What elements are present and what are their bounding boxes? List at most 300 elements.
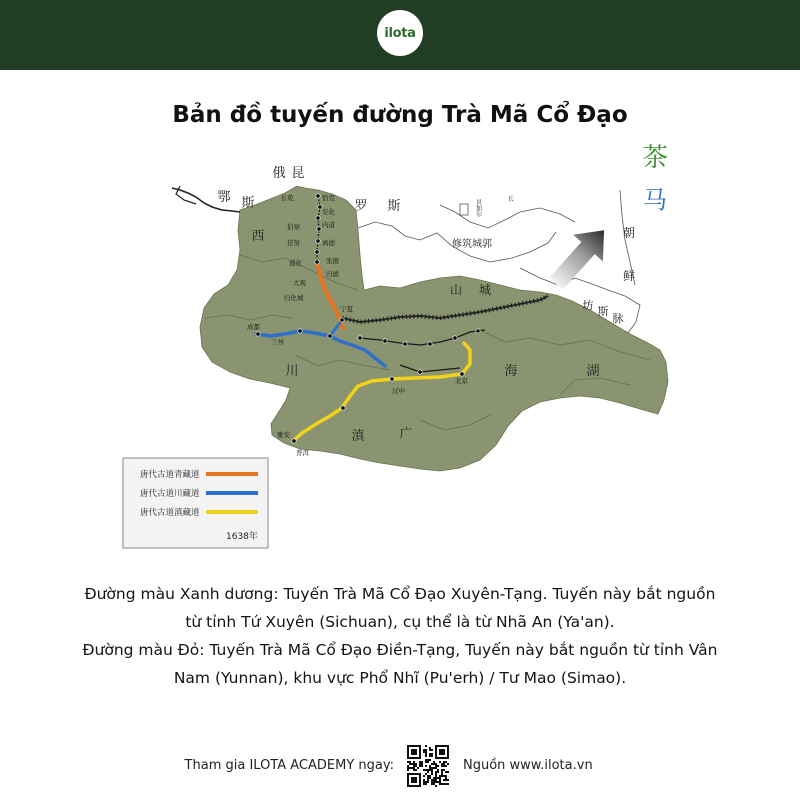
qr-module	[439, 757, 441, 759]
qr-module	[419, 785, 421, 787]
city-dot	[358, 336, 362, 340]
qr-module	[407, 749, 409, 751]
source-link[interactable]: Nguồn www.ilota.vn	[463, 758, 593, 773]
qr-module	[425, 781, 427, 783]
qr-module	[425, 745, 427, 747]
qr-module	[447, 747, 449, 749]
qr-module	[427, 781, 429, 783]
qr-module	[433, 761, 435, 763]
qr-module	[443, 769, 445, 771]
qr-module	[415, 779, 417, 781]
qr-module	[443, 783, 445, 785]
qr-module	[439, 749, 441, 751]
qr-module	[419, 761, 421, 763]
qr-module	[409, 785, 411, 787]
city-dot	[316, 194, 320, 198]
legend-label: 唐代古道青藏道	[140, 470, 200, 480]
qr-module	[419, 783, 421, 785]
city-label: 汉中	[392, 387, 405, 395]
qr-module	[407, 779, 409, 781]
qr-module	[445, 771, 447, 773]
qr-module	[439, 753, 441, 755]
qr-module	[429, 769, 431, 771]
qr-module	[431, 771, 433, 773]
qr-module	[435, 785, 437, 787]
region-label: 山	[449, 283, 463, 297]
qr-module	[423, 769, 425, 771]
qr-module	[439, 751, 441, 753]
region-label: 城	[478, 283, 492, 297]
region-label: 湖	[586, 364, 600, 379]
qr-module	[419, 755, 421, 757]
qr-module	[437, 757, 439, 759]
qr-module	[435, 775, 437, 777]
qr-module	[417, 785, 419, 787]
region-label: 罗	[354, 199, 368, 214]
qr-module	[413, 763, 415, 765]
qr-module	[417, 773, 419, 775]
qr-module	[431, 773, 433, 775]
qr-module	[429, 777, 431, 779]
city-label: 佳努	[287, 239, 300, 247]
qr-module	[419, 745, 421, 747]
qr-module	[433, 777, 435, 779]
qr-module	[435, 779, 437, 781]
qr-module	[407, 753, 409, 755]
qr-module	[433, 767, 435, 769]
qr-module	[433, 783, 435, 785]
qr-module	[413, 779, 415, 781]
qr-module	[413, 777, 415, 779]
qr-module	[439, 775, 441, 777]
qr-module	[419, 779, 421, 781]
region-label: 朝	[622, 226, 636, 240]
qr-module	[411, 763, 413, 765]
qr-module	[435, 763, 437, 765]
qr-module	[411, 773, 413, 775]
qr-module	[441, 783, 443, 785]
qr-module	[427, 769, 429, 771]
qr-module	[441, 771, 443, 773]
qr-module	[435, 771, 437, 773]
qr-module	[425, 783, 427, 785]
qr-module	[435, 751, 437, 753]
region-label: 长	[508, 196, 515, 203]
qr-module	[431, 763, 433, 765]
qr-module	[415, 777, 417, 779]
qr-module	[437, 771, 439, 773]
qr-module	[419, 753, 421, 755]
region-label: 西	[251, 229, 265, 244]
qr-module	[431, 753, 433, 755]
qr-module	[439, 777, 441, 779]
region-label: 坊	[582, 299, 594, 312]
city-label: 恰克	[322, 194, 335, 202]
qr-module	[441, 745, 443, 747]
qr-module	[423, 775, 425, 777]
qr-module	[431, 783, 433, 785]
qr-module	[413, 749, 415, 751]
region-label: 脉	[612, 312, 624, 325]
qr-module	[409, 773, 411, 775]
qr-module	[441, 757, 443, 759]
qr-module	[425, 765, 427, 767]
qr-module	[433, 781, 435, 783]
qr-module	[431, 781, 433, 783]
qr-module	[435, 753, 437, 755]
city-label: 归化城	[284, 294, 304, 302]
qr-module	[447, 749, 449, 751]
qr-module	[413, 769, 415, 771]
qr-module	[435, 749, 437, 751]
qr-module	[441, 751, 443, 753]
city-label: 内道	[322, 221, 335, 229]
qr-module	[433, 763, 435, 765]
description-line: Đường màu Đỏ: Tuyến Trà Mã Cổ Đạo Điền-Tạng, Tuyến này bắt nguồn từ tỉnh Vân	[82, 641, 718, 659]
qr-module	[415, 769, 417, 771]
qr-module	[425, 755, 427, 757]
tea-character: 茶	[641, 143, 669, 173]
qr-module	[443, 779, 445, 781]
qr-module	[445, 777, 447, 779]
qr-module	[435, 767, 437, 769]
qr-module	[431, 767, 433, 769]
qr-module	[419, 777, 421, 779]
region-label: 鄂	[217, 190, 231, 205]
qr-module	[435, 777, 437, 779]
qr-module	[439, 779, 441, 781]
city-dot	[460, 372, 464, 376]
qr-module	[435, 745, 437, 747]
qr-module	[447, 779, 449, 781]
qr-module	[441, 769, 443, 771]
city-label: 长乾	[281, 194, 294, 202]
city-label: 北京	[455, 377, 468, 385]
legend-year: 1638年	[226, 532, 258, 542]
qr-module	[413, 765, 415, 767]
tea-horse-road-map	[110, 140, 690, 560]
city-label: 普洱	[296, 449, 309, 457]
qr-module	[431, 749, 433, 751]
qr-module	[441, 775, 443, 777]
qr-module	[435, 755, 437, 757]
qr-module	[407, 769, 409, 771]
qr-module	[415, 763, 417, 765]
qr-module	[439, 781, 441, 783]
qr-module	[425, 753, 427, 755]
qr-module	[407, 751, 409, 753]
city-dot	[383, 339, 387, 343]
description-line: từ tỉnh Tứ Xuyên (Sichuan), cụ thể là từ Nhã An (Ya'an).	[185, 613, 615, 631]
qr-module	[431, 779, 433, 781]
legend-label: 唐代古道滇藏道	[140, 508, 200, 518]
region-label: 滇	[351, 429, 365, 444]
qr-module	[441, 763, 443, 765]
qr-module	[429, 755, 431, 757]
qr-module	[407, 767, 409, 769]
qr-module	[445, 765, 447, 767]
city-label: 宁夏	[340, 305, 353, 313]
qr-module	[447, 755, 449, 757]
qr-module	[439, 745, 441, 747]
qr-module	[411, 745, 413, 747]
qr-module	[427, 777, 429, 779]
city-label: 通化	[289, 259, 302, 267]
city-dot	[428, 342, 432, 346]
qr-module	[443, 765, 445, 767]
qr-module	[421, 761, 423, 763]
city-label: 雅安	[277, 431, 290, 439]
qr-module	[441, 765, 443, 767]
qr-module	[437, 781, 439, 783]
qr-module	[425, 773, 427, 775]
qr-module	[419, 749, 421, 751]
arrow-shape	[541, 217, 619, 297]
city-dot	[315, 250, 319, 254]
qr-module	[419, 763, 421, 765]
qr-module	[445, 757, 447, 759]
qr-module	[407, 757, 409, 759]
map-legend	[123, 458, 268, 548]
qr-module	[415, 749, 417, 751]
qr-module	[439, 761, 441, 763]
city-dot	[341, 406, 345, 410]
city-dot	[316, 216, 320, 220]
qr-module	[445, 779, 447, 781]
qr-module	[411, 779, 413, 781]
qr-module	[443, 749, 445, 751]
qr-code-icon[interactable]	[405, 743, 451, 789]
qr-module	[427, 771, 429, 773]
qr-module	[429, 749, 431, 751]
qr-module	[409, 745, 411, 747]
qr-module	[431, 755, 433, 757]
qr-module	[425, 769, 427, 771]
city-label: 张掖	[326, 257, 339, 265]
qr-module	[443, 761, 445, 763]
city-dot	[317, 227, 321, 231]
city-dot	[453, 336, 457, 340]
qr-module	[425, 751, 427, 753]
qr-module	[417, 767, 419, 769]
qr-module	[427, 779, 429, 781]
qr-module	[419, 757, 421, 759]
qr-module	[447, 763, 449, 765]
lake-outline	[460, 204, 468, 215]
qr-module	[441, 773, 443, 775]
qr-module	[409, 757, 411, 759]
qr-module	[423, 751, 425, 753]
qr-module	[411, 777, 413, 779]
legend-label: 唐代古道川藏道	[140, 489, 200, 499]
qr-module	[415, 765, 417, 767]
region-label: 俄	[272, 166, 286, 181]
qr-module	[415, 785, 417, 787]
qr-module	[421, 763, 423, 765]
qr-module	[435, 765, 437, 767]
qr-module	[437, 777, 439, 779]
qr-module	[425, 749, 427, 751]
qr-module	[447, 753, 449, 755]
city-dot	[298, 329, 302, 333]
qr-module	[411, 751, 413, 753]
city-dot	[418, 370, 422, 374]
qr-module	[423, 781, 425, 783]
city-dot	[328, 334, 332, 338]
region-label: 广	[399, 427, 413, 442]
qr-module	[413, 767, 415, 769]
qr-module	[413, 745, 415, 747]
qr-module	[419, 781, 421, 783]
city-dot	[340, 318, 344, 322]
region-label: 斯	[241, 196, 255, 211]
qr-module	[407, 785, 409, 787]
qr-module	[437, 765, 439, 767]
qr-module	[415, 773, 417, 775]
region-label: 斯	[387, 199, 401, 214]
city-label: 兰州	[271, 338, 284, 346]
qr-module	[439, 783, 441, 785]
qr-module	[447, 783, 449, 785]
qr-module	[411, 767, 413, 769]
description-line: Đường màu Xanh dương: Tuyến Trà Mã Cổ Đạo Xuyên-Tạng. Tuyến này bắt nguồn	[84, 585, 716, 603]
qr-module	[445, 745, 447, 747]
qr-module	[409, 763, 411, 765]
qr-module	[447, 745, 449, 747]
qr-module	[413, 781, 415, 783]
qr-module	[409, 767, 411, 769]
header-bar	[0, 0, 800, 70]
land-mass	[200, 186, 668, 471]
description-line: Nam (Yunnan), khu vực Phổ Nhĩ (Pu'erh) / Tư Mao (Simao).	[173, 669, 627, 687]
qr-module	[407, 761, 409, 763]
qr-module	[427, 775, 429, 777]
qr-module	[419, 773, 421, 775]
region-label: 鲜	[622, 269, 636, 283]
qr-module	[411, 749, 413, 751]
qr-module	[413, 753, 415, 755]
qr-module	[407, 765, 409, 767]
qr-module	[417, 745, 419, 747]
region-label: 昆	[291, 166, 305, 181]
qr-module	[413, 773, 415, 775]
city-label: 离德	[322, 239, 335, 247]
city-dot	[316, 239, 320, 243]
qr-module	[407, 775, 409, 777]
qr-module	[427, 761, 429, 763]
qr-module	[443, 763, 445, 765]
city-label: 安化	[322, 208, 335, 216]
qr-module	[407, 773, 409, 775]
qr-module	[407, 783, 409, 785]
qr-module	[425, 759, 427, 761]
qr-module	[445, 783, 447, 785]
qr-module	[433, 779, 435, 781]
city-dot	[292, 439, 296, 443]
qr-module	[441, 749, 443, 751]
qr-module	[443, 753, 445, 755]
qr-module	[429, 753, 431, 755]
ilota-logo[interactable]	[377, 10, 423, 56]
qr-module	[421, 765, 423, 767]
qr-module	[447, 751, 449, 753]
qr-module	[419, 747, 421, 749]
qr-module	[437, 745, 439, 747]
qr-module	[427, 759, 429, 761]
city-label: 归德	[326, 270, 339, 278]
qr-module	[443, 775, 445, 777]
city-label: 伯察	[287, 223, 300, 231]
qr-module	[437, 769, 439, 771]
qr-module	[429, 775, 431, 777]
qr-module	[415, 745, 417, 747]
qr-module	[419, 765, 421, 767]
qr-module	[407, 777, 409, 779]
qr-module	[417, 757, 419, 759]
qr-module	[413, 751, 415, 753]
qr-module	[425, 761, 427, 763]
qr-module	[429, 747, 431, 749]
logo-text: ilota	[384, 25, 416, 41]
qr-module	[415, 753, 417, 755]
city-label: 成都	[247, 323, 260, 331]
qr-module	[407, 755, 409, 757]
qr-module	[447, 771, 449, 773]
qr-module	[435, 773, 437, 775]
qr-module	[423, 749, 425, 751]
region-label: 海	[504, 364, 518, 379]
qr-module	[409, 761, 411, 763]
qr-module	[443, 751, 445, 753]
qr-module	[413, 785, 415, 787]
region-label: 川	[285, 364, 299, 379]
city-dot	[403, 342, 407, 346]
qr-module	[419, 751, 421, 753]
city-dot	[256, 332, 260, 336]
qr-module	[419, 775, 421, 777]
qr-module	[415, 757, 417, 759]
qr-module	[441, 753, 443, 755]
city-dot	[390, 377, 394, 381]
qr-module	[407, 747, 409, 749]
qr-module	[407, 781, 409, 783]
qr-module	[413, 761, 415, 763]
horse-character: 马	[643, 186, 667, 214]
qr-module	[435, 781, 437, 783]
route-description	[0, 580, 800, 692]
qr-module	[443, 745, 445, 747]
region-label: 斯	[597, 305, 609, 318]
city-dot	[315, 260, 319, 264]
qr-module	[423, 783, 425, 785]
page-title: Bản đồ tuyến đường Trà Mã Cổ Đạo	[172, 102, 628, 128]
city-label: 大观	[293, 279, 306, 287]
direction-arrow	[541, 217, 619, 297]
qr-module	[443, 757, 445, 759]
qr-module	[435, 747, 437, 749]
qr-module	[435, 757, 437, 759]
qr-module	[447, 757, 449, 759]
region-label: 修筑城郭	[452, 239, 492, 250]
qr-module	[411, 753, 413, 755]
city-dot	[476, 329, 480, 333]
qr-module	[429, 767, 431, 769]
qr-module	[423, 779, 425, 781]
qr-module	[413, 757, 415, 759]
qr-module	[411, 757, 413, 759]
qr-module	[411, 781, 413, 783]
qr-module	[429, 759, 431, 761]
